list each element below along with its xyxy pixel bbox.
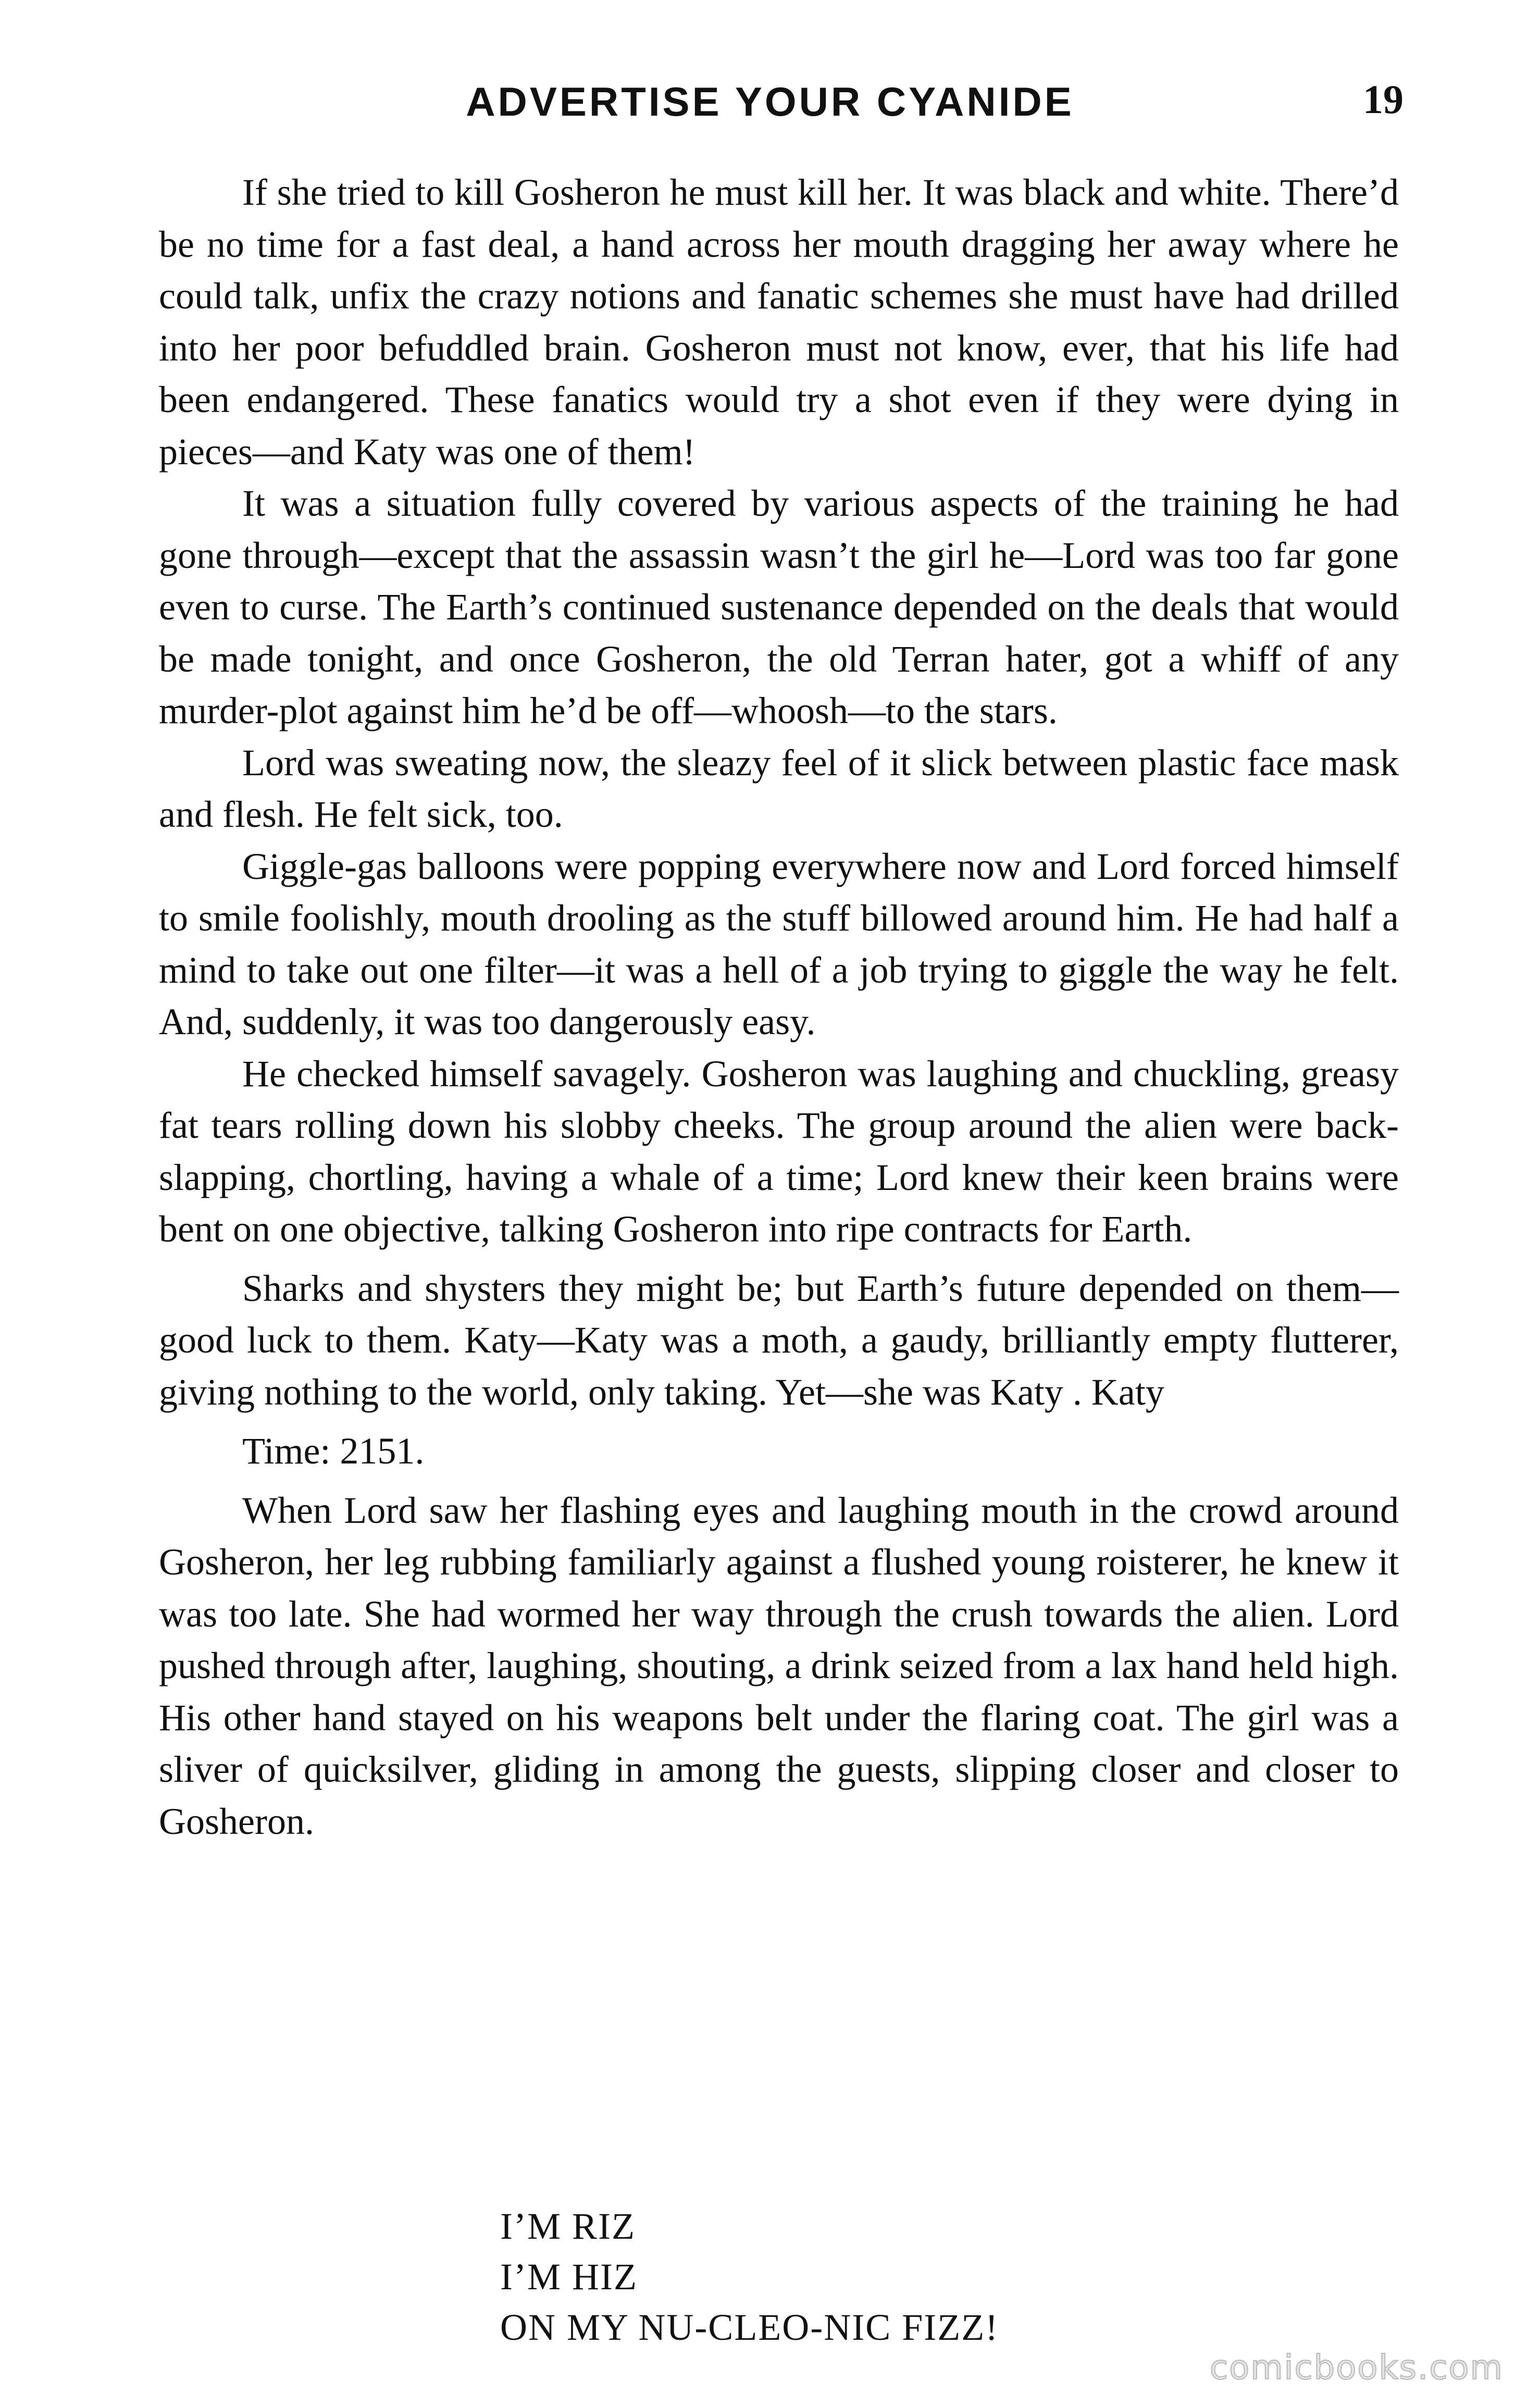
paragraph: It was a situation fully covered by various aspects of the training he had gone through—except that the assassin wasn’t the girl he—Lord was too far gone even to curse. The Earth’s continued sustenance depended on the deals that would be made tonight, and once Gosheron, the old Terran hater, got a whiff of any murder-plot against him he’d be off—whoosh—to the stars.: [159, 482, 1399, 731]
running-title: ADVERTISE YOUR CYANIDE: [466, 79, 1074, 125]
song-line: I’M RIZ: [500, 2205, 636, 2247]
paragraph: If she tried to kill Gosheron he must kill her. It was black and white. There’d be no time for a fast deal, a hand across her mouth dragging her away where he could talk, unfix the crazy notions and fanatic schemes she must have had drilled into her poor befuddled brain. Gosheron must not know, ever, that his life had been endangered. These fanatics would try a shot even if they were dying in pieces—and Katy was one of them!: [159, 171, 1399, 473]
paragraph: Time: 2151.: [242, 1430, 425, 1472]
paragraph: When Lord saw her flashing eyes and laughing mouth in the crowd around Gosheron, her leg rubbing familiarly against a flushed young roisterer, he knew it was too late. She had wormed her way through the crush towards the alien. Lord pushed through after, laughing, shouting, a drink seized from a lax hand held high. His other hand stayed on his weapons belt under the flaring coat. The girl was a sliver of quicksilver, gliding in among the guests, slipping closer and closer to Gosheron.: [159, 1489, 1399, 1842]
paragraph: Lord was sweating now, the sleazy feel of it slick between plastic face mask and flesh. He felt sick, too.: [159, 741, 1399, 835]
page-number: 19: [1363, 77, 1404, 122]
paragraph: Giggle-gas balloons were popping everywhere now and Lord forced himself to smile foolishly, mouth drooling as the stuff billowed around him. He had half a mind to take out one filter—it was a hell of a job trying to giggle the way he felt. And, suddenly, it was too dangerously easy.: [159, 845, 1399, 1043]
body-text: [159, 167, 1399, 1847]
paragraph: Sharks and shysters they might be; but Earth’s future depended on them—good luck to them. Katy—Katy was a moth, a gaudy, brilliantly empty flutterer, giving nothing to the world, only taking. Yet—she was Katy . Katy: [159, 1267, 1399, 1413]
watermark: comicbooks.com: [1209, 2349, 1504, 2387]
song-line: I’M HIZ: [500, 2256, 638, 2298]
song-verse: [500, 2201, 999, 2353]
song-line: ON MY NU-CLEO-NIC FIZZ!: [500, 2306, 999, 2348]
paragraph: He checked himself savagely. Gosheron was laughing and chuckling, greasy fat tears rolling down his slobby cheeks. The group around the alien were back-slapping, chortling, having a whale of a time; Lord knew their keen brains were bent on one objective, talking Gosheron into ripe contracts for Earth.: [159, 1052, 1399, 1250]
page-header: [0, 73, 1540, 135]
